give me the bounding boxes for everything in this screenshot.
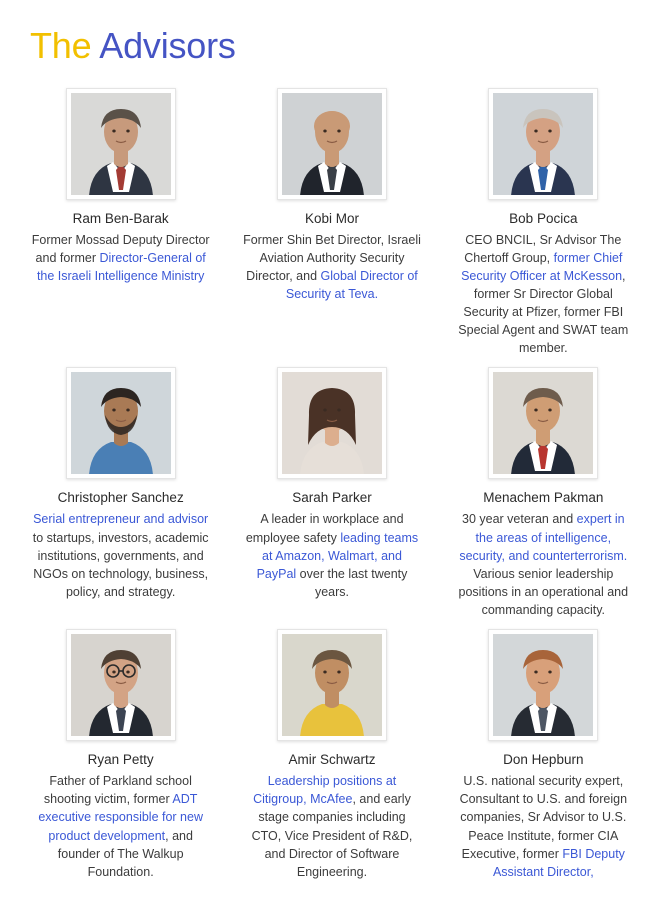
portrait-man-casual-outdoor	[282, 634, 382, 736]
advisor-name: Ram Ben-Barak	[72, 210, 169, 226]
advisor-card	[22, 629, 219, 881]
advisor-photo-frame	[277, 88, 387, 200]
page-title	[30, 26, 642, 66]
advisor-bio-link[interactable]: former Chief Security Officer at McKesson	[461, 250, 623, 283]
advisor-bio-text: Former Shin Bet Director, Israeli Aviation Authority Security Director, and	[243, 232, 421, 283]
advisor-card	[445, 367, 642, 619]
advisor-bio-link[interactable]: Global Director of Security at Teva.	[285, 268, 418, 301]
advisor-bio-link[interactable]: Director-General of the Israeli Intelligence Ministry	[36, 250, 206, 283]
portrait-man-suit-grey-hair	[71, 93, 171, 195]
advisor-photo-frame	[488, 629, 598, 741]
advisor-bio-text: to startups, investors, academic institutions, governments, and NGOs on technology, business, policy, and strategy.	[32, 530, 209, 599]
advisor-card	[445, 88, 642, 358]
advisor-bio-link[interactable]: FBI Deputy Assistant Director,	[492, 846, 625, 879]
advisor-card	[22, 88, 219, 358]
page-title-advisors: Advisors	[99, 25, 236, 66]
advisor-bio-text: over the last twenty years.	[296, 566, 408, 599]
advisor-bio	[453, 231, 633, 358]
advisor-card	[445, 629, 642, 881]
portrait-man-blue-shirt-beard	[71, 372, 171, 474]
page-title-the: The	[30, 25, 92, 66]
advisor-bio-text: Various senior leadership positions in an operational and commanding capacity.	[458, 566, 629, 618]
advisor-photo-frame	[66, 629, 176, 741]
advisors-grid	[22, 88, 642, 881]
advisor-bio	[31, 772, 211, 881]
advisor-bio-link[interactable]: Leadership positions at Citigroup, McAfee	[253, 774, 397, 807]
advisor-bio-text: U.S. national security expert, Consultant to U.S. and foreign companies, Sr Advisor to U.S. Peace Institute, former CIA Executive, former	[459, 774, 628, 861]
advisor-name: Bob Pocica	[509, 210, 578, 226]
portrait-man-bald-suit	[282, 93, 382, 195]
advisor-bio-text: , former Sr Director Global Security at Pfizer, former FBI Special Agent and SWAT team member.	[458, 268, 629, 356]
advisor-name: Ryan Petty	[87, 752, 154, 768]
advisor-bio	[242, 231, 422, 304]
advisor-bio	[453, 772, 633, 881]
portrait-man-dark-suit-glasses	[71, 634, 171, 736]
advisor-bio-link[interactable]: expert in the areas of intelligence, security, and counterterrorism.	[459, 512, 628, 563]
advisor-card	[22, 367, 219, 619]
portrait-man-suit-red-tie	[493, 372, 593, 474]
advisor-card	[233, 88, 430, 358]
advisor-bio-text: CEO BNCIL, Sr Advisor The Chertoff Group,	[464, 232, 622, 265]
advisor-photo-frame	[277, 367, 387, 479]
advisor-name: Christopher Sanchez	[57, 490, 184, 506]
advisor-photo-frame	[277, 629, 387, 741]
portrait-woman-dark-hair	[282, 372, 382, 474]
advisor-bio	[242, 510, 422, 601]
advisor-name: Menachem Pakman	[483, 490, 604, 506]
advisor-bio-text: 30 year veteran and	[462, 512, 577, 527]
portrait-man-suit-blue-tie	[493, 93, 593, 195]
advisor-bio	[242, 772, 422, 881]
advisor-photo-frame	[66, 367, 176, 479]
advisor-bio-link[interactable]: Serial entrepreneur and advisor	[33, 512, 209, 527]
advisor-card	[233, 629, 430, 881]
advisor-bio-text: , and early stage companies including CTO, Vice President of R&D, and Director of Software Engineering.	[251, 792, 413, 879]
advisor-bio-text: Father of Parkland school shooting victim, former	[43, 774, 192, 807]
advisor-card	[233, 367, 430, 619]
advisor-name: Kobi Mor	[304, 210, 359, 226]
advisor-bio	[453, 510, 633, 619]
advisor-bio-text: Former Mossad Deputy Director and former	[31, 232, 210, 265]
advisor-name: Don Hepburn	[503, 752, 584, 768]
portrait-man-ginger-suit	[493, 634, 593, 736]
advisor-photo-frame	[66, 88, 176, 200]
advisor-name: Sarah Parker	[292, 490, 372, 506]
advisor-bio-link[interactable]: ADT executive responsible for new product development	[38, 792, 203, 843]
advisor-photo-frame	[488, 88, 598, 200]
advisor-bio	[31, 231, 211, 285]
advisor-photo-frame	[488, 367, 598, 479]
advisors-page	[0, 26, 664, 924]
advisor-bio-text: A leader in workplace and employee safety	[245, 512, 404, 545]
advisor-name: Amir Schwartz	[288, 752, 376, 768]
advisor-bio-text: , and founder of The Walkup Foundation.	[57, 828, 193, 879]
advisor-bio	[31, 510, 211, 601]
advisor-bio-link[interactable]: leading teams at Amazon, Walmart, and PayPal	[256, 530, 419, 581]
